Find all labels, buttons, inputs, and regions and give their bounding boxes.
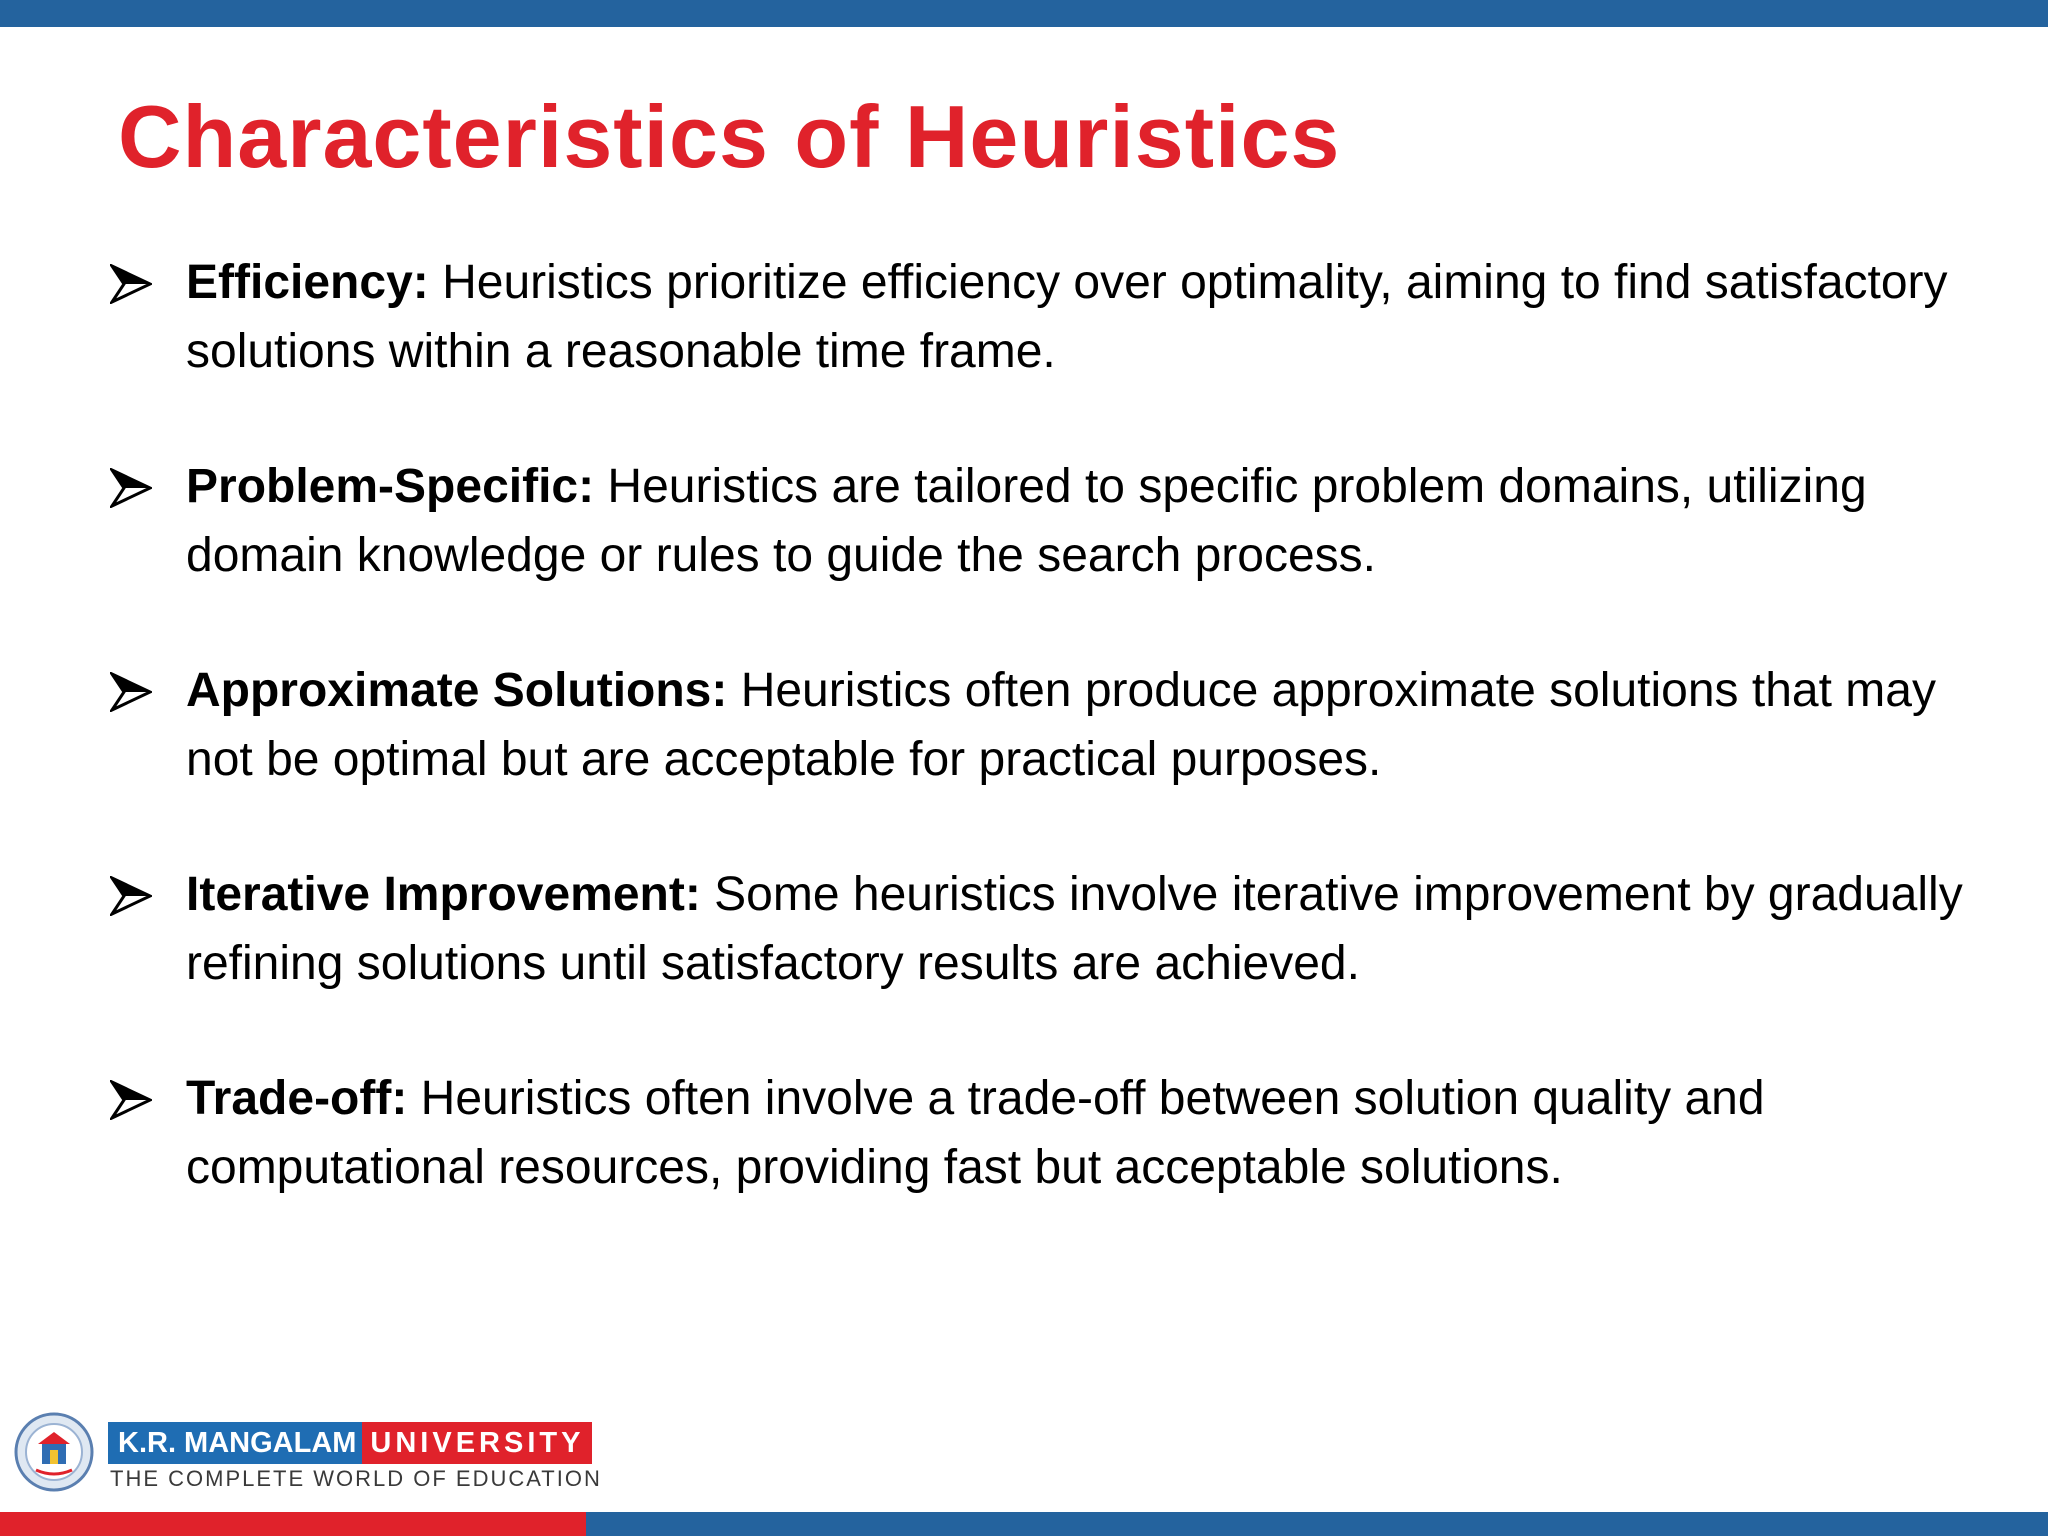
bottom-accent-bar-red <box>0 1512 586 1536</box>
bullet-term: Problem-Specific: <box>186 460 595 513</box>
arrowhead-bullet-icon <box>110 264 152 304</box>
bullet-item-iterative-improvement <box>110 860 1990 998</box>
university-seal-icon <box>14 1412 94 1492</box>
logo-name: K.R. MANGALAM <box>108 1422 362 1464</box>
slide-title: Characteristics of Heuristics <box>118 87 1341 186</box>
arrowhead-bullet-icon <box>110 1080 152 1120</box>
bullet-text: Heuristics often produce approximate solutions that may not be optimal but are acceptable for practical purposes. <box>186 664 1936 786</box>
logo-university: UNIVERSITY <box>362 1422 592 1464</box>
bullet-term: Trade-off: <box>186 1072 408 1125</box>
bullet-text: Some heuristics involve iterative improvement by gradually refining solutions until satisfactory results are achieved. <box>186 868 1963 990</box>
arrowhead-bullet-icon <box>110 468 152 508</box>
bullet-term: Approximate Solutions: <box>186 664 728 717</box>
bullet-term: Iterative Improvement: <box>186 868 701 921</box>
bullet-list <box>110 248 1990 1268</box>
university-logo <box>14 1408 602 1492</box>
top-accent-bar <box>0 0 2048 27</box>
bullet-text: Heuristics often involve a trade-off between solution quality and computational resources, providing fast but acceptable solutions. <box>186 1072 1765 1194</box>
logo-tagline: THE COMPLETE WORLD OF EDUCATION <box>110 1466 602 1491</box>
bullet-text: Heuristics prioritize efficiency over optimality, aiming to find satisfactory solutions within a reasonable time frame. <box>186 256 1948 378</box>
arrowhead-bullet-icon <box>110 672 152 712</box>
bullet-text: Heuristics are tailored to specific problem domains, utilizing domain knowledge or rules to guide the search process. <box>186 460 1867 582</box>
bullet-item-approximate-solutions <box>110 656 1990 794</box>
bullet-item-problem-specific <box>110 452 1990 590</box>
bullet-item-trade-off <box>110 1064 1990 1202</box>
logo-banner <box>108 1422 592 1464</box>
bullet-term: Efficiency: <box>186 256 429 309</box>
bottom-accent-bar-blue <box>586 1512 2048 1536</box>
arrowhead-bullet-icon <box>110 876 152 916</box>
bullet-item-efficiency <box>110 248 1990 386</box>
